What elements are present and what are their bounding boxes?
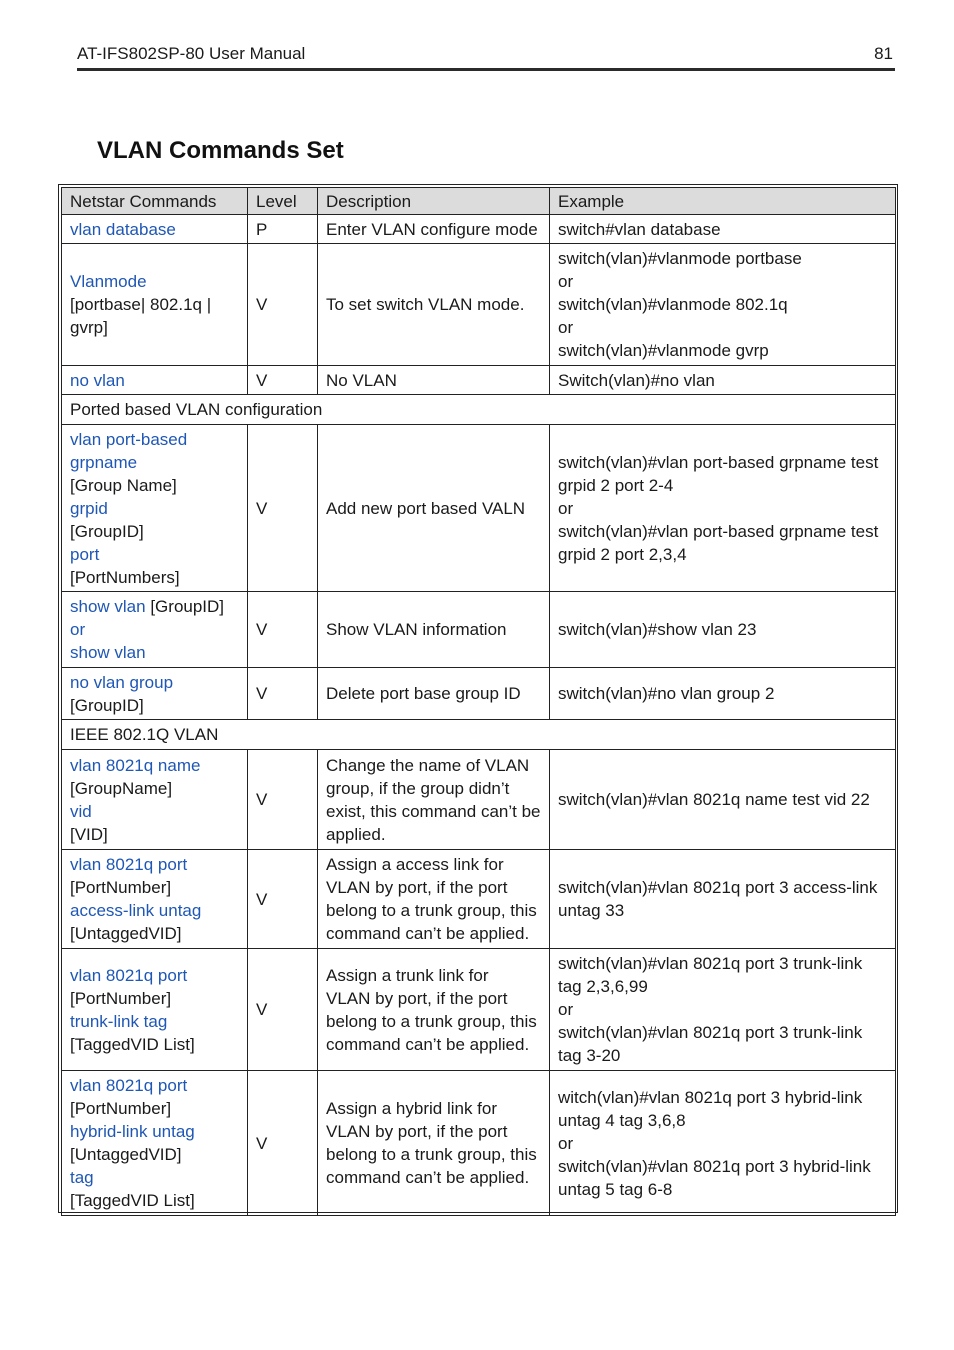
command-parameter: [UntaggedVID] [70, 924, 182, 943]
command-line [70, 566, 239, 589]
table-row [62, 750, 896, 850]
command-parameter: [portbase| 802.1q | [70, 295, 212, 314]
description-line: Change the name of VLAN [326, 755, 530, 775]
column-header: Example [550, 188, 896, 215]
command-line [70, 369, 239, 392]
example-line: switch(vlan)#vlan 8021q port 3 hybrid-link [558, 1156, 871, 1176]
vlan-commands-table-frame [58, 184, 898, 1213]
description-line: command can’t be applied. [326, 924, 530, 943]
command-parameter: [Group Name] [70, 475, 177, 495]
command-line [70, 777, 239, 800]
description-cell [318, 244, 550, 366]
command-keyword: tag [70, 1168, 94, 1187]
level-cell: V [248, 949, 318, 1071]
section-title: VLAN Commands Set [97, 137, 344, 164]
command-keyword: access-link untag [70, 901, 202, 920]
description-cell [318, 215, 550, 244]
command-line [70, 1120, 239, 1143]
vlan-commands-table [61, 187, 896, 1216]
description-line: VLAN by port, if the port [326, 878, 508, 897]
column-header: Netstar Commands [62, 188, 248, 215]
command-cell [62, 750, 248, 850]
table-row [62, 668, 896, 720]
example-line: switch(vlan)#show vlan 23 [558, 620, 757, 639]
command-line [70, 671, 239, 694]
command-parameter: [UntaggedVID] [70, 1145, 182, 1164]
description-cell [318, 750, 550, 850]
command-cell [62, 215, 248, 244]
command-keyword: show vlan [70, 643, 146, 662]
command-keyword: vlan database [70, 219, 176, 239]
description-line: belong to a trunk group, this [326, 1145, 537, 1164]
description-line: Add new port based VALN [326, 498, 526, 518]
command-cell [62, 592, 248, 668]
command-keyword: no vlan [70, 370, 125, 390]
command-parameter: [TaggedVID List] [70, 1034, 195, 1054]
description-line: Show VLAN information [326, 620, 507, 639]
section-label: IEEE 802.1Q VLAN [62, 720, 896, 750]
example-line: or [558, 498, 574, 518]
description-line: Delete port base group ID [326, 684, 521, 703]
column-header: Level [248, 188, 318, 215]
example-cell [550, 949, 896, 1071]
command-line [70, 618, 239, 641]
command-line [70, 543, 239, 566]
command-line [70, 899, 239, 922]
example-line: switch(vlan)#vlan port-based grpname test [558, 521, 879, 541]
level-cell: P [248, 215, 318, 244]
example-cell [550, 244, 896, 366]
description-line: command can’t be applied. [326, 1168, 530, 1187]
command-line [70, 474, 239, 497]
command-keyword: or [70, 620, 86, 639]
command-parameter: [PortNumber] [70, 1099, 172, 1118]
description-cell [318, 949, 550, 1071]
example-line: switch(vlan)#vlanmode 802.1q [558, 295, 788, 314]
table-row [62, 949, 896, 1071]
column-header: Description [318, 188, 550, 215]
description-cell [318, 1071, 550, 1216]
example-line: switch(vlan)#vlan 8021q port 3 trunk-link [558, 1023, 863, 1042]
table-row [62, 592, 896, 668]
description-line: VLAN by port, if the port [326, 1122, 508, 1141]
example-line: grpid 2 port 2-4 [558, 475, 674, 495]
example-line: switch(vlan)#no vlan group 2 [558, 684, 775, 703]
command-parameter: [TaggedVID List] [70, 1191, 195, 1210]
command-parameter: gvrp] [70, 318, 108, 337]
table-row [62, 215, 896, 244]
example-cell [550, 366, 896, 395]
command-parameter: [VID] [70, 824, 108, 844]
command-cell [62, 1071, 248, 1216]
example-cell [550, 1071, 896, 1216]
command-line [70, 1033, 239, 1056]
example-line: switch(vlan)#vlanmode portbase [558, 249, 802, 268]
page-header [77, 44, 895, 71]
command-cell [62, 850, 248, 949]
command-cell [62, 366, 248, 395]
example-line: switch(vlan)#vlan port-based grpname test [558, 452, 879, 472]
command-cell [62, 668, 248, 720]
example-cell [550, 592, 896, 668]
command-line [70, 853, 239, 876]
command-line [70, 694, 239, 717]
command-line [70, 428, 239, 451]
command-line [70, 641, 239, 664]
description-line: No VLAN [326, 370, 397, 390]
example-line: switch(vlan)#vlan 8021q port 3 access-link [558, 878, 878, 897]
command-cell [62, 244, 248, 366]
command-line [70, 520, 239, 543]
command-line [70, 293, 239, 316]
description-cell [318, 366, 550, 395]
command-parameter: [PortNumber] [70, 988, 172, 1008]
command-parameter: [PortNumber] [70, 878, 172, 897]
level-cell: V [248, 750, 318, 850]
description-cell [318, 850, 550, 949]
table-header-row [62, 188, 896, 215]
command-keyword: grpname [70, 452, 138, 472]
command-line [70, 218, 239, 241]
command-line [70, 987, 239, 1010]
command-parameter: [GroupName] [70, 778, 173, 798]
description-line: exist, this command can’t be [326, 801, 541, 821]
example-line: untag 33 [558, 901, 625, 920]
example-line: switch#vlan database [558, 219, 721, 239]
command-line [70, 800, 239, 823]
level-cell: V [248, 850, 318, 949]
command-keyword: vlan 8021q port [70, 855, 188, 874]
example-line: untag 5 tag 6-8 [558, 1179, 673, 1199]
section-label: Ported based VLAN configuration [62, 395, 896, 425]
command-parameter: [GroupID] [145, 597, 225, 616]
level-cell: V [248, 366, 318, 395]
command-line [70, 823, 239, 846]
example-cell [550, 425, 896, 592]
level-cell: V [248, 425, 318, 592]
command-parameter: [GroupID] [70, 695, 144, 715]
example-line: tag 2,3,6,99 [558, 977, 648, 996]
command-keyword: vlan 8021q name [70, 755, 201, 775]
description-line: Assign a access link for [326, 855, 504, 874]
example-line: or [558, 1133, 574, 1153]
command-line [70, 1143, 239, 1166]
command-keyword: trunk-link tag [70, 1011, 168, 1031]
command-line [70, 1010, 239, 1033]
manual-title: AT-IFS802SP-80 User Manual [77, 44, 306, 63]
example-cell [550, 668, 896, 720]
command-line [70, 922, 239, 945]
description-cell [318, 425, 550, 592]
command-line [70, 1166, 239, 1189]
description-line: applied. [326, 824, 386, 844]
command-line [70, 595, 239, 618]
command-keyword: vlan port-based [70, 429, 188, 449]
command-line [70, 1074, 239, 1097]
table-row [62, 244, 896, 366]
description-line: Assign a hybrid link for [326, 1099, 498, 1118]
command-line [70, 876, 239, 899]
example-cell [550, 215, 896, 244]
command-cell [62, 425, 248, 592]
table-row [62, 850, 896, 949]
command-keyword: vid [70, 801, 92, 821]
table-row [62, 1071, 896, 1216]
command-keyword: show vlan [70, 597, 146, 616]
example-line: untag 4 tag 3,6,8 [558, 1110, 686, 1130]
description-line: To set switch VLAN mode. [326, 295, 525, 314]
description-line: belong to a trunk group, this [326, 901, 537, 920]
command-line [70, 754, 239, 777]
level-cell: V [248, 244, 318, 366]
command-cell [62, 949, 248, 1071]
example-cell [550, 750, 896, 850]
command-keyword: grpid [70, 498, 108, 518]
command-keyword: vlan 8021q port [70, 965, 188, 985]
table-row [62, 425, 896, 592]
table-row [62, 366, 896, 395]
command-keyword: hybrid-link untag [70, 1122, 195, 1141]
description-line: Assign a trunk link for [326, 965, 489, 985]
command-line [70, 316, 239, 339]
description-cell [318, 592, 550, 668]
example-line: switch(vlan)#vlan 8021q port 3 trunk-link [558, 954, 863, 973]
command-parameter: [GroupID] [70, 521, 144, 541]
example-line: or [558, 1000, 574, 1019]
command-line [70, 1097, 239, 1120]
command-line [70, 964, 239, 987]
example-line: witch(vlan)#vlan 8021q port 3 hybrid-link [558, 1087, 863, 1107]
description-line: Enter VLAN configure mode [326, 219, 538, 239]
section-row [62, 395, 896, 425]
level-cell: V [248, 592, 318, 668]
command-line [70, 497, 239, 520]
command-keyword: vlan 8021q port [70, 1076, 188, 1095]
description-cell [318, 668, 550, 720]
command-keyword: Vlanmode [70, 272, 147, 291]
command-keyword: no vlan group [70, 672, 174, 692]
level-cell: V [248, 668, 318, 720]
command-parameter: [PortNumbers] [70, 567, 180, 587]
section-row [62, 720, 896, 750]
description-line: command can’t be applied. [326, 1034, 530, 1054]
command-line [70, 451, 239, 474]
page-number: 81 [874, 44, 893, 63]
description-line: VLAN by port, if the port [326, 988, 508, 1008]
command-keyword: port [70, 544, 100, 564]
command-line [70, 1189, 239, 1212]
command-line [70, 270, 239, 293]
example-line: tag 3-20 [558, 1046, 621, 1065]
description-line: group, if the group didn’t [326, 778, 510, 798]
example-line: grpid 2 port 2,3,4 [558, 544, 687, 564]
example-line: switch(vlan)#vlan 8021q name test vid 22 [558, 790, 870, 809]
example-line: or [558, 318, 574, 337]
level-cell: V [248, 1071, 318, 1216]
example-line: switch(vlan)#vlanmode gvrp [558, 341, 769, 360]
description-line: belong to a trunk group, this [326, 1011, 537, 1031]
example-line: or [558, 272, 574, 291]
example-line: Switch(vlan)#no vlan [558, 370, 715, 390]
example-cell [550, 850, 896, 949]
